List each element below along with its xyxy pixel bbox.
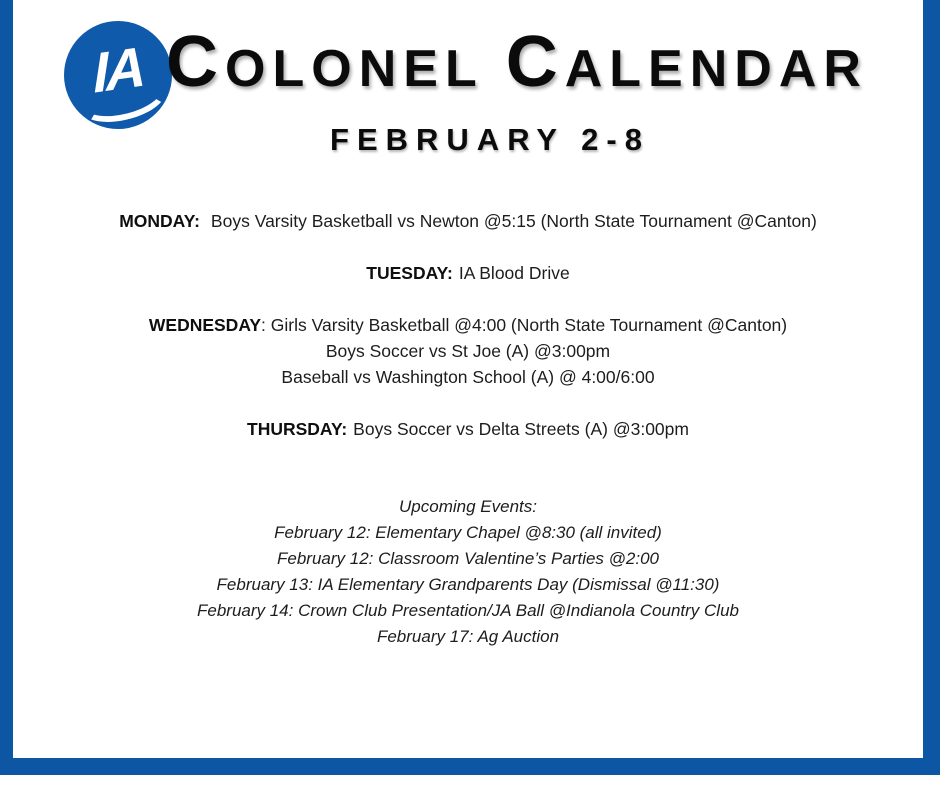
- upcoming-event-item: February 17: Ag Auction: [376, 627, 560, 646]
- day-label-wednesday: WEDNESDAY: [148, 315, 262, 335]
- title-word1-initial: C: [166, 22, 226, 102]
- upcoming-event-item: February 13: IA Elementary Grandparents Day (Dismissal @11:30): [216, 575, 720, 594]
- schedule-line-thursday: [13, 416, 923, 442]
- day-label-monday: MONDAY:: [119, 211, 200, 231]
- schedule-section: [13, 208, 923, 650]
- upcoming-events-section: [13, 494, 923, 650]
- schedule-line-monday: [13, 208, 923, 234]
- title-word1-rest: OLONEL: [225, 40, 484, 98]
- schedule-line-wednesday: [13, 312, 923, 338]
- event-text: : Girls Varsity Basketball @4:00 (North State Tournament @Canton): [261, 315, 788, 335]
- schedule-line-wednesday-3: [13, 364, 923, 390]
- upcoming-event-item: February 14: Crown Club Presentation/JA Ball @Indianola Country Club: [196, 601, 739, 620]
- event-text: Boys Soccer vs Delta Streets (A) @3:00pm: [353, 419, 689, 439]
- title-word2-initial: C: [505, 22, 565, 102]
- upcoming-event-item: February 12: Classroom Valentine’s Parties @2:00: [277, 549, 659, 568]
- upcoming-event-item: February 12: Elementary Chapel @8:30 (all invited): [274, 523, 662, 542]
- event-text: Boys Soccer vs St Joe (A) @3:00pm: [325, 341, 611, 361]
- schedule-line-tuesday: [13, 260, 923, 286]
- event-text: Boys Varsity Basketball vs Newton @5:15 (North State Tournament @Canton): [210, 211, 817, 231]
- title-word2-rest: ALENDAR: [564, 40, 868, 98]
- left-border-bar: [0, 0, 13, 775]
- event-text: Baseball vs Washington School (A) @ 4:00/6:00: [281, 367, 655, 387]
- logo-monogram-text: IA: [92, 34, 144, 105]
- date-range-subtitle: FEBRUARY 2-8: [330, 122, 650, 157]
- day-label-thursday: THURSDAY:: [247, 419, 348, 439]
- right-border-bar: [923, 0, 940, 775]
- day-label-tuesday: TUESDAY:: [366, 263, 453, 283]
- upcoming-events-heading: Upcoming Events:: [399, 497, 537, 516]
- bottom-border-bar: [0, 758, 940, 775]
- schedule-line-wednesday-2: [13, 338, 923, 364]
- page-title: [0, 22, 940, 102]
- event-text: IA Blood Drive: [458, 263, 570, 283]
